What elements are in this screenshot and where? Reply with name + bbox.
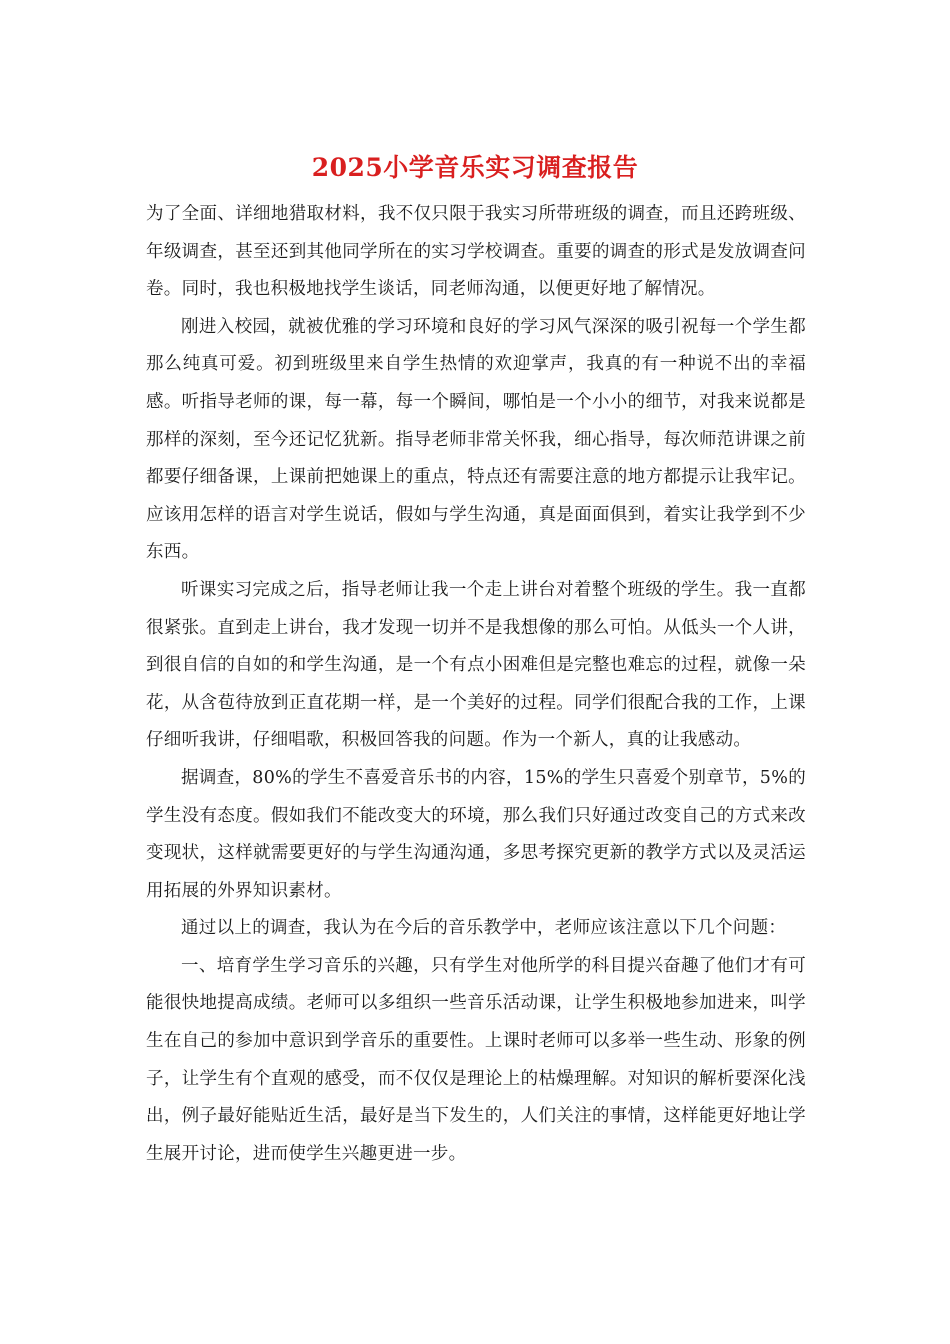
paragraph-survey: 据调查，80%的学生不喜爱音乐书的内容，15%的学生只喜爱个别章节，5%的学生没有态度。假如我们不能改变大的环境，那么我们只好通过改变自己的方式来改变现状，这样就需要更好的与学生沟通沟通，多思考探究更新的教学方式以及灵活运用拓展的外界知识素材。 (146, 767, 806, 901)
paragraph-conclusion-intro: 通过以上的调查，我认为在今后的音乐教学中，老师应该注意以下几个问题： (181, 918, 787, 939)
paragraph-campus: 刚进入校园，就被优雅的学习环境和良好的学习风气深深的吸引祝每一个学生都那么纯真可爱。初到班级里来自学生热情的欢迎掌声，我真的有一种说不出的幸福感。听指导老师的课，每一幕，每一个瞬间，哪怕是一个小小的细节，对我来说都是那样的深刻，至今还记忆犹新。指导老师非常关怀我，细心指导，每次师范讲课之前都要仔细备课，上课前把她课上的重点，特点还有需要注意的地方都提示让我牢记。应该用怎样的语言对学生说话，假如与学生沟通，真是面面俱到，着实让我学到不少东西。 (146, 316, 806, 563)
document-body (146, 196, 806, 1173)
paragraph-point-one: 一、培育学生学习音乐的兴趣，只有学生对他所学的科目提兴奋趣了他们才有可能很快地提高成绩。老师可以多组织一些音乐活动课，让学生积极地参加进来，叫学生在自己的参加中意识到学音乐的重要性。上课时老师可以多举一些生动、形象的例子，让学生有个直观的感受，而不仅仅是理论上的枯燥理解。对知识的解析要深化浅出，例子最好能贴近生活，最好是当下发生的，人们关注的事情，这样能更好地让学生展开讨论，进而使学生兴趣更进一步。 (146, 955, 806, 1164)
paragraph-teaching: 听课实习完成之后，指导老师让我一个走上讲台对着整个班级的学生。我一直都很紧张。直到走上讲台，我才发现一切并不是我想像的那么可怕。从低头一个人讲，到很自信的自如的和学生沟通，是一个有点小困难但是完整也难忘的过程，就像一朵花，从含苞待放到正直花期一样，是一个美好的过程。同学们很配合我的工作，上课仔细听我讲，仔细唱歌，积极回答我的问题。作为一个新人，真的让我感动。 (146, 579, 806, 751)
document-title: 2025小学音乐实习调查报告 (311, 153, 639, 182)
paragraph-intro: 为了全面、详细地猎取材料，我不仅只限于我实习所带班级的调查，而且还跨班级、年级调查，甚至还到其他同学所在的实习学校调查。重要的调查的形式是发放调查问卷。同时，我也积极地找学生谈话，同老师沟通，以便更好地了解情况。 (146, 204, 806, 300)
